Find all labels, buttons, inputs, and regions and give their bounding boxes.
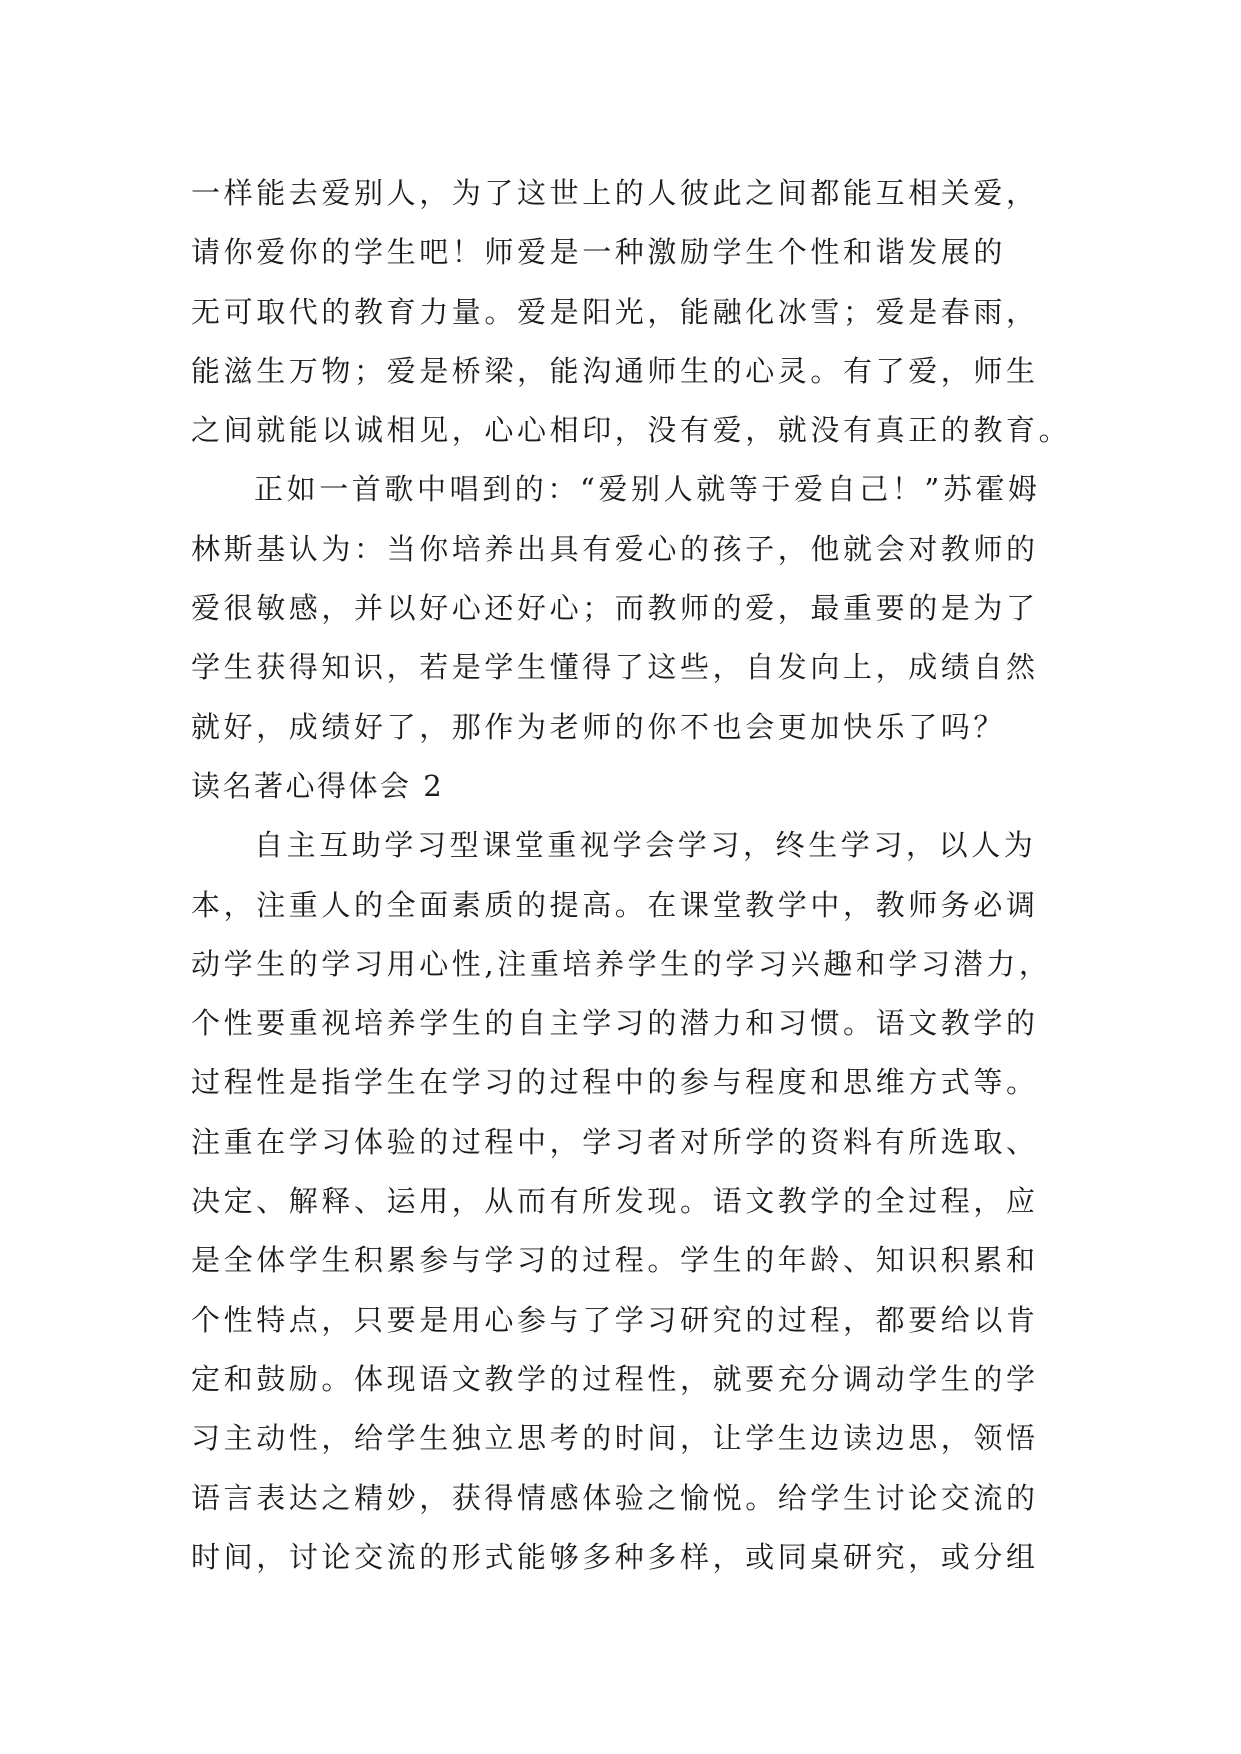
paragraph-line: 正如一首歌中唱到的：“爱别人就等于爱自己！”苏霍姆 <box>254 472 1041 507</box>
paragraph-line: 之间就能以诚相见，心心相印，没有爱，就没有真正的教育。 <box>191 413 1072 448</box>
paragraph-line: 过程性是指学生在学习的过程中的参与程度和思维方式等。 <box>191 1065 1039 1100</box>
paragraph-line: 就好，成绩好了，那作为老师的你不也会更加快乐了吗？ <box>191 709 1007 744</box>
paragraph-line: 个性要重视培养学生的自主学习的潜力和习惯。语文教学的 <box>191 1006 1039 1041</box>
paragraph-line: 爱很敏感，并以好心还好心；而教师的爱，最重要的是为了 <box>191 591 1039 626</box>
paragraph-line: 是全体学生积累参与学习的过程。学生的年龄、知识积累和 <box>191 1243 1039 1278</box>
paragraph-line: 语言表达之精妙，获得情感体验之愉悦。给学生讨论交流的 <box>191 1480 1039 1515</box>
paragraph-line: 动学生的学习用心性,注重培养学生的学习兴趣和学习潜力， <box>191 946 1052 981</box>
paragraph-line: 个性特点，只要是用心参与了学习研究的过程，都要给以肯 <box>191 1302 1039 1337</box>
paragraph-line: 林斯基认为：当你培养出具有爱心的孩子，他就会对教师的 <box>191 531 1039 566</box>
section-heading: 读名著心得体会 2 <box>191 768 445 803</box>
paragraph-line: 学生获得知识，若是学生懂得了这些，自发向上，成绩自然 <box>191 650 1039 685</box>
paragraph-line: 一样能去爱别人，为了这世上的人彼此之间都能互相关爱， <box>191 176 1039 210</box>
paragraph-line: 自主互助学习型课堂重视学会学习，终生学习，以人为 <box>254 828 1037 863</box>
paragraph-line: 无可取代的教育力量。爱是阳光，能融化冰雪；爱是春雨， <box>191 294 1039 329</box>
body-text <box>191 164 1071 1587</box>
paragraph-line: 本，注重人的全面素质的提高。在课堂教学中，教师务必调 <box>191 887 1039 922</box>
paragraph-line: 决定、解释、运用，从而有所发现。语文教学的全过程，应 <box>191 1184 1039 1219</box>
paragraph-line: 注重在学习体验的过程中，学习者对所学的资料有所选取、 <box>191 1124 1039 1159</box>
paragraph-line: 定和鼓励。体现语文教学的过程性，就要充分调动学生的学 <box>191 1361 1039 1396</box>
paragraph-line: 习主动性，给学生独立思考的时间，让学生边读边思，领悟 <box>191 1421 1039 1456</box>
paragraph-line: 能滋生万物；爱是桥梁，能沟通师生的心灵。有了爱，师生 <box>191 353 1039 388</box>
paragraph-line: 时间，讨论交流的形式能够多种多样，或同桌研究，或分组 <box>191 1539 1039 1574</box>
paragraph-line: 请你爱你的学生吧！师爱是一种激励学生个性和谐发展的 <box>191 235 1007 270</box>
